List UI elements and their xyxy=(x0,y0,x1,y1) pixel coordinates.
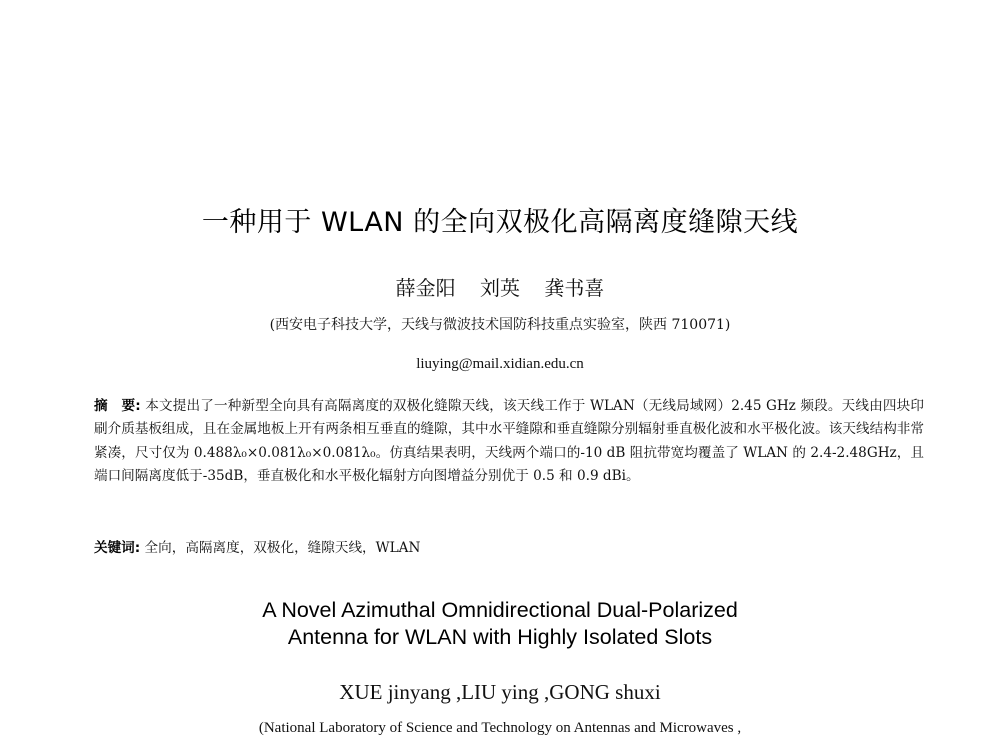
keywords-text: 全向，高隔离度，双极化，缝隙天线，WLAN xyxy=(144,540,421,556)
author-email: liuying@mail.xidian.edu.cn xyxy=(416,356,584,372)
chinese-authors: 薛金阳 刘英 龚书喜 xyxy=(395,276,605,300)
english-authors: XUE jinyang ,LIU ying ,GONG shuxi xyxy=(339,680,661,704)
chinese-affiliation: (西安电子科技大学，天线与微波技术国防科技重点实验室，陕西 710071) xyxy=(269,317,731,333)
english-title xyxy=(0,597,1000,651)
keywords-label: 关键词: xyxy=(94,540,141,556)
chinese-keywords xyxy=(94,537,924,560)
chinese-abstract xyxy=(94,395,924,488)
abstract-label: 摘 要: xyxy=(94,398,141,414)
english-affiliation: (National Laboratory of Science and Technology on Antennas and Microwaves , xyxy=(258,720,742,736)
english-title-line-1: A Novel Azimuthal Omnidirectional Dual-Polarized xyxy=(262,598,738,622)
chinese-title: 一种用于 WLAN 的全向双极化高隔离度缝隙天线 xyxy=(201,207,799,238)
abstract-text: 本文提出了一种新型全向具有高隔离度的双极化缝隙天线，该天线工作于 WLAN（无线局域网）2.45 GHz 频段。天线由四块印刷介质基板组成，且在金属地板上开有两条相互垂直的缝隙，其中水平缝隙和垂直缝隙分别辐射垂直极化波和水平极化波。该天线结构非常紧凑，尺寸仅为 0.488λ₀×0.081λ₀×0.081λ₀。仿真结果表明，天线两个端口的-10 dB 阻抗带宽均覆盖了 WLAN 的 2.4-2.48GHz，且端口间隔离度低于-35dB，垂直极化和水平极化辐射方向图增益分别优于 0.5 和 0.9 dBi。 xyxy=(94,398,924,484)
english-title-line-2: Antenna for WLAN with Highly Isolated Slots xyxy=(287,625,713,649)
